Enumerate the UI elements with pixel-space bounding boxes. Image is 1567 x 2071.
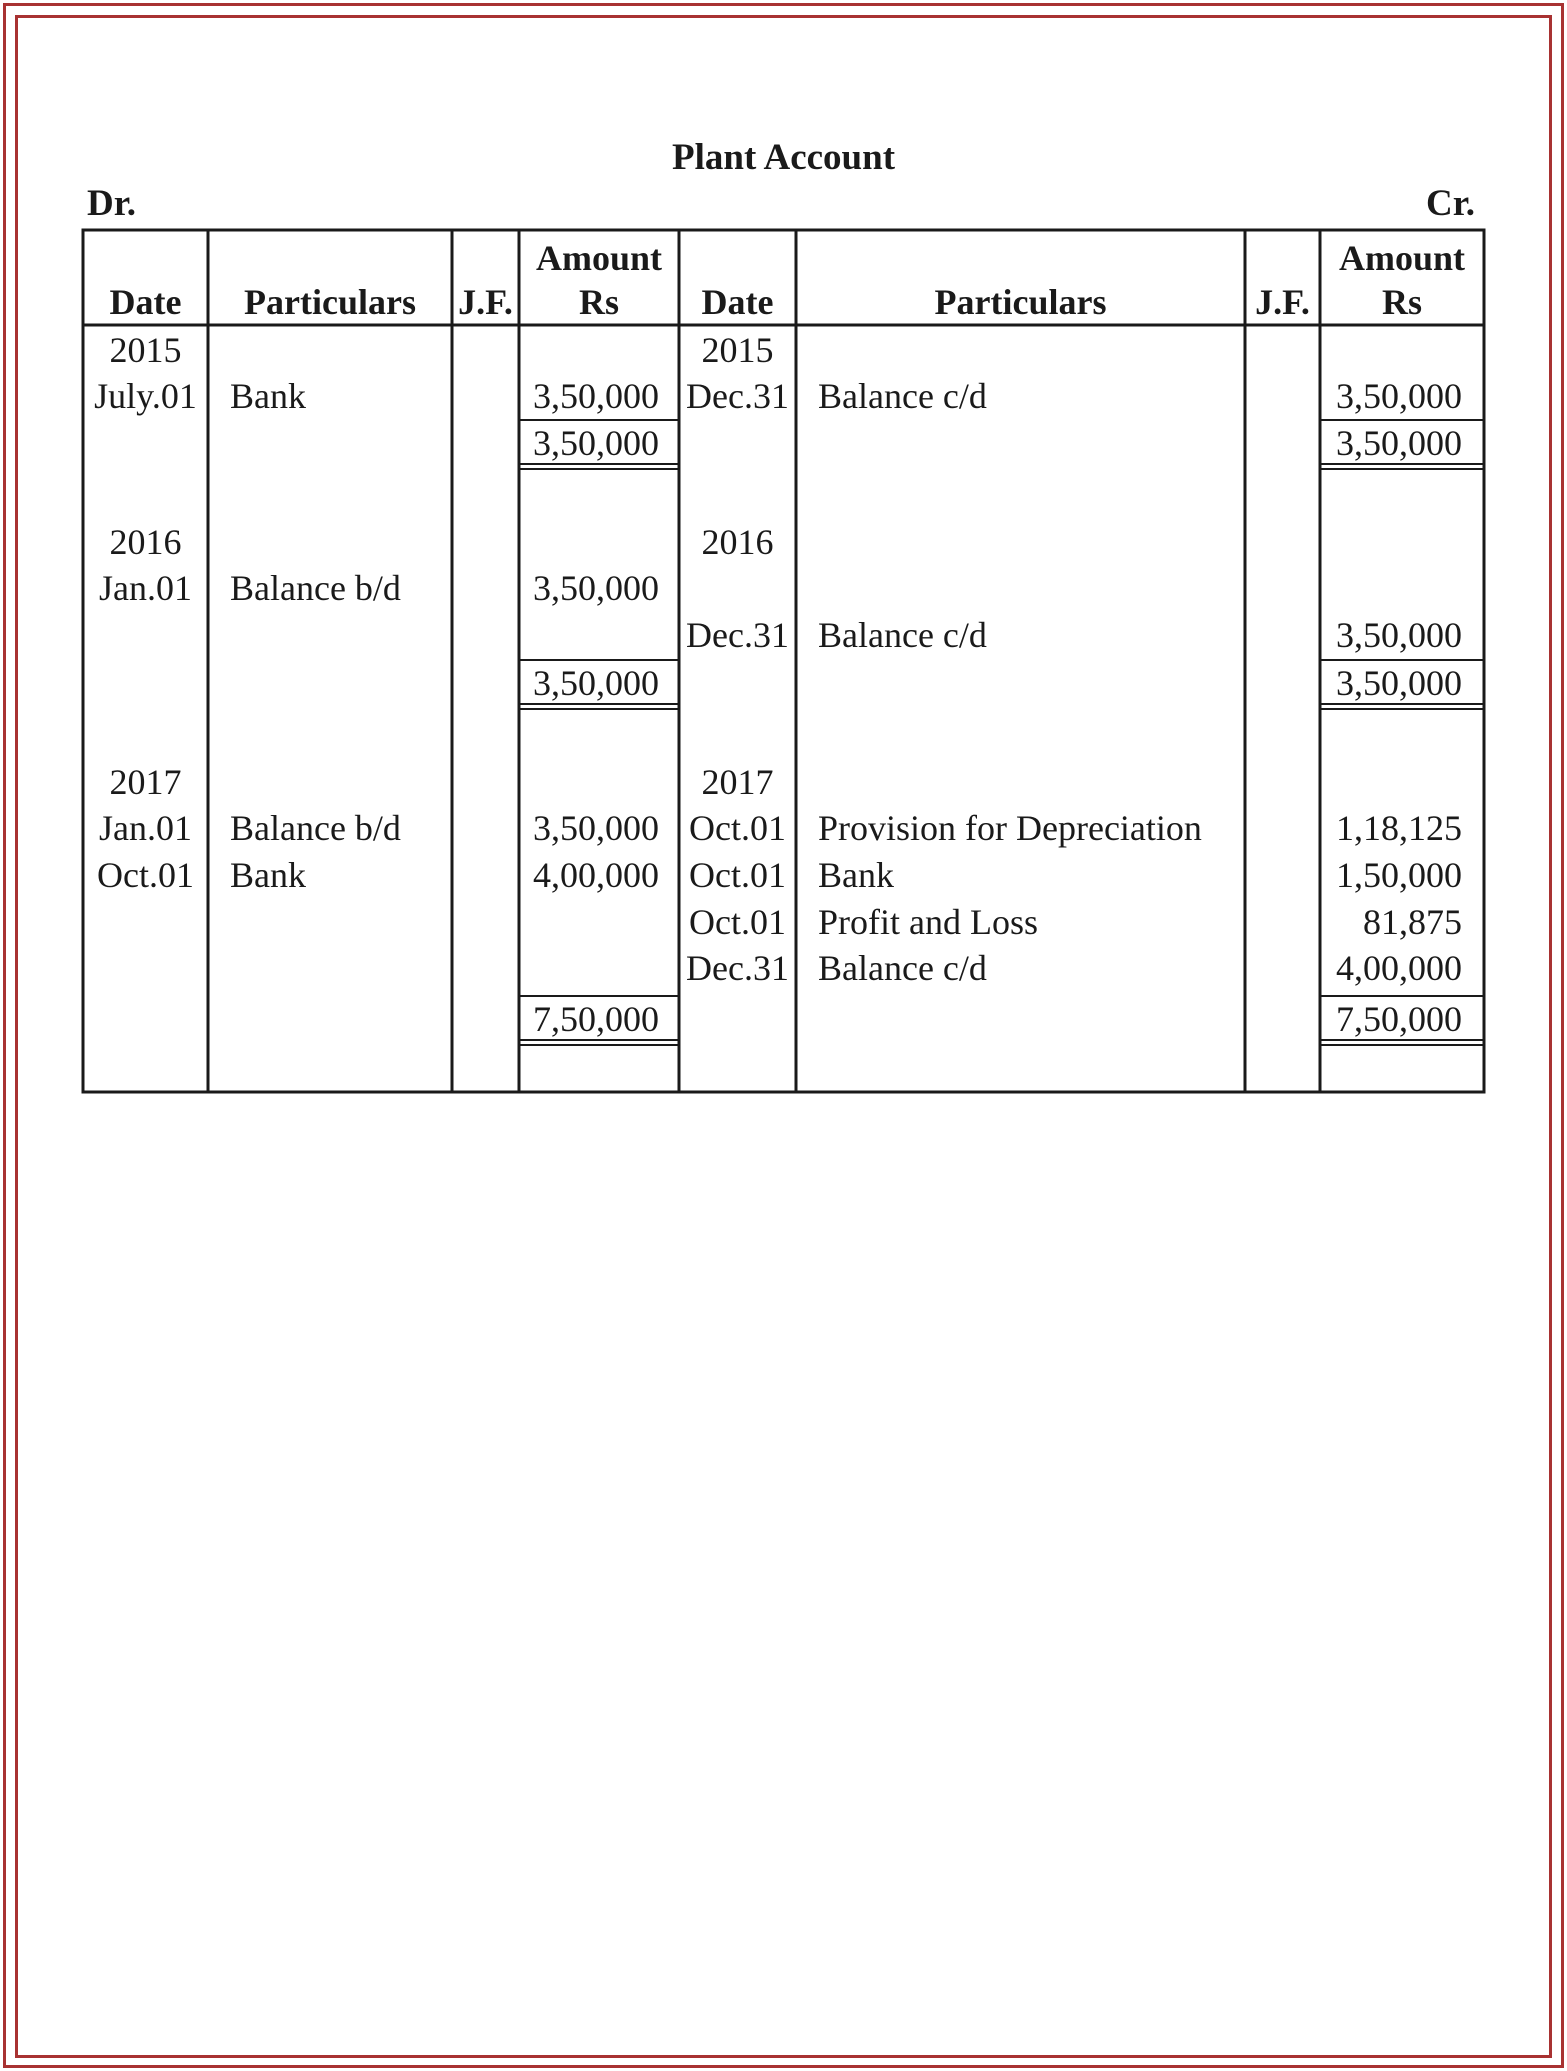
debit-label: Dr. [87, 183, 136, 224]
dr-entry-date: Oct.01 [97, 855, 194, 895]
cr-entry-particulars: Balance c/d [818, 376, 987, 416]
dr-header-date: Date [109, 282, 182, 322]
cr-entry-particulars: Balance c/d [818, 948, 987, 988]
dr-entry-particulars: Balance b/d [230, 568, 401, 608]
cr-header-particulars: Particulars [934, 282, 1107, 322]
dr-entry-particulars: Bank [230, 376, 306, 416]
cr-entry-date: Dec.31 [686, 948, 789, 988]
dr-entry-amount: 4,00,000 [533, 855, 659, 895]
dr-year: 2016 [109, 522, 182, 562]
dr-year: 2015 [109, 330, 182, 370]
dr-entry-date: Jan.01 [99, 808, 192, 848]
cr-entry-amount: 1,50,000 [1336, 855, 1462, 895]
dr-entry-date: Jan.01 [99, 568, 192, 608]
cr-total: 3,50,000 [1336, 423, 1462, 463]
cr-year: 2016 [701, 522, 774, 562]
cr-entry-amount: 3,50,000 [1336, 376, 1462, 416]
dr-header-amount-unit: Rs [578, 282, 619, 322]
dr-header-amount: Amount [535, 238, 663, 278]
cr-entry-amount: 3,50,000 [1336, 615, 1462, 655]
dr-header-particulars: Particulars [244, 282, 416, 322]
cr-header-jf: J.F. [1255, 282, 1310, 322]
cr-entry-particulars: Provision for Depreciation [818, 808, 1202, 848]
dr-total: 7,50,000 [533, 999, 659, 1039]
dr-entry-amount: 3,50,000 [533, 808, 659, 848]
cr-total: 3,50,000 [1336, 663, 1462, 703]
cr-entry-date: Oct.01 [689, 808, 786, 848]
cr-entry-date: Oct.01 [689, 902, 786, 942]
dr-entry-amount: 3,50,000 [533, 376, 659, 416]
cr-entry-particulars: Profit and Loss [818, 902, 1038, 942]
cr-entry-amount: 4,00,000 [1336, 948, 1462, 988]
dr-total: 3,50,000 [533, 663, 659, 703]
dr-entry-particulars: Bank [230, 855, 306, 895]
account-title: Plant Account [671, 137, 896, 178]
cr-entry-amount: 1,18,125 [1336, 808, 1462, 848]
cr-header-date: Date [701, 282, 774, 322]
cr-year: 2015 [701, 330, 774, 370]
cr-entry-date: Dec.31 [686, 376, 789, 416]
cr-entry-amount: 81,875 [1363, 902, 1462, 942]
dr-total: 3,50,000 [533, 423, 659, 463]
dr-year: 2017 [109, 762, 182, 802]
cr-year: 2017 [701, 762, 774, 802]
cr-header-amount: Amount [1338, 238, 1466, 278]
dr-header-jf: J.F. [458, 282, 513, 322]
cr-entry-date: Dec.31 [686, 615, 789, 655]
dr-entry-date: July.01 [94, 376, 197, 416]
credit-label: Cr. [1426, 183, 1475, 224]
cr-total: 7,50,000 [1336, 999, 1462, 1039]
cr-header-amount-unit: Rs [1381, 282, 1422, 322]
cr-entry-particulars: Balance c/d [818, 615, 987, 655]
dr-entry-particulars: Balance b/d [230, 808, 401, 848]
cr-entry-particulars: Bank [818, 855, 894, 895]
cr-entry-date: Oct.01 [689, 855, 786, 895]
dr-entry-amount: 3,50,000 [533, 568, 659, 608]
